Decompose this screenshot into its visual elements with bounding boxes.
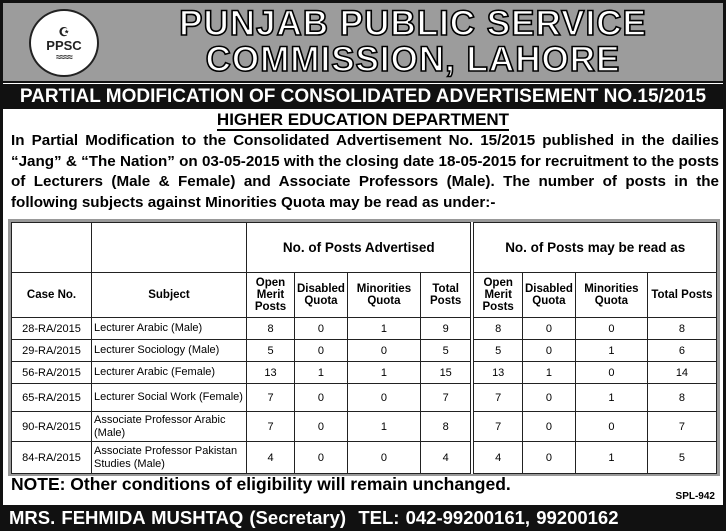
post-count: 6 [647,340,716,362]
post-count: 9 [420,318,472,340]
note: NOTE: Other conditions of eligibility will remain unchanged. [11,474,511,494]
case-no: 90-RA/2015 [12,412,92,442]
post-count: 8 [647,318,716,340]
case-no: 65-RA/2015 [12,384,92,412]
post-count: 1 [347,412,420,442]
post-count: 0 [575,318,647,340]
post-count: 0 [295,318,348,340]
ppsc-logo: ☪ PPSC ≈≈≈≈ [29,9,99,77]
table-row [12,412,717,442]
post-count: 7 [247,412,295,442]
post-count: 1 [347,318,420,340]
banner: PARTIAL MODIFICATION OF CONSOLIDATED ADVERTISEMENT NO.15/2015 [3,84,723,109]
case-no: 84-RA/2015 [12,442,92,474]
post-count: 0 [347,384,420,412]
post-count: 14 [647,362,716,384]
post-count: 1 [575,442,647,474]
post-count: 0 [522,340,575,362]
post-count: 4 [472,442,522,474]
post-count: 0 [295,412,348,442]
column-header: Total Posts [647,273,716,318]
subject: Lecturer Arabic (Female) [92,362,247,384]
column-header: Minorities Quota [575,273,647,318]
post-count: 1 [575,340,647,362]
posts-table-wrap [8,219,720,476]
group-read-as: No. of Posts may be read as [472,223,716,273]
post-count: 0 [522,318,575,340]
post-count: 1 [347,362,420,384]
post-count: 1 [295,362,348,384]
table-row [12,362,717,384]
post-count: 5 [647,442,716,474]
table-row [12,442,717,474]
subject: Lecturer Sociology (Male) [92,340,247,362]
column-header: Total Posts [420,273,472,318]
table-row [12,340,717,362]
post-count: 7 [472,412,522,442]
post-count: 4 [247,442,295,474]
post-count: 1 [575,384,647,412]
post-count: 13 [472,362,522,384]
blank [92,223,247,273]
post-count: 7 [472,384,522,412]
column-header: Open Merit Posts [247,273,295,318]
post-count: 1 [522,362,575,384]
post-count: 0 [522,384,575,412]
table-row [12,318,717,340]
post-count: 13 [247,362,295,384]
ad-code: SPL-942 [675,491,715,502]
post-count: 8 [420,412,472,442]
subject: Lecturer Social Work (Female) [92,384,247,412]
table-row [12,384,717,412]
post-count: 5 [420,340,472,362]
footer-contact: MRS. FEHMIDA MUSHTAQ (Secretary) TEL: 042-99200161, 99200162 [3,505,723,531]
post-count: 0 [575,362,647,384]
case-no: 28-RA/2015 [12,318,92,340]
title-line-2: COMMISSION, LAHORE [205,40,621,79]
post-count: 0 [295,442,348,474]
department-text: HIGHER EDUCATION DEPARTMENT [216,110,510,129]
column-header: Open Merit Posts [472,273,522,318]
subject: Lecturer Arabic (Male) [92,318,247,340]
post-count: 4 [420,442,472,474]
posts-table [11,222,717,474]
post-count: 7 [420,384,472,412]
post-count: 0 [295,340,348,362]
blank [12,223,92,273]
post-count: 5 [247,340,295,362]
case-no: 56-RA/2015 [12,362,92,384]
post-count: 7 [647,412,716,442]
post-count: 0 [347,442,420,474]
post-count: 7 [247,384,295,412]
column-header: Disabled Quota [295,273,348,318]
column-header: Case No. [12,273,92,318]
body-paragraph: In Partial Modification to the Consolidated Advertisement No. 15/2015 published in the dailies “Jang” & “The Nation” on 03-05-2015 with the closing date 18-05-2015 for recruitment to the posts of Lecturers (Male & Female) and Associate Professors (Male). The number of posts in the following subjects against Minorities Quota may be read as under:- [11,132,719,211]
post-count: 0 [522,412,575,442]
group-advertised: No. of Posts Advertised [247,223,473,273]
post-count: 0 [522,442,575,474]
title-line-1: PUNJAB PUBLIC SERVICE [179,4,647,43]
post-count: 5 [472,340,522,362]
post-count: 8 [647,384,716,412]
column-header: Minorities Quota [347,273,420,318]
column-header: Disabled Quota [522,273,575,318]
post-count: 15 [420,362,472,384]
header [3,3,723,83]
subject: Associate Professor Arabic (Male) [92,412,247,442]
column-header: Subject [92,273,247,318]
post-count: 0 [575,412,647,442]
post-count: 0 [347,340,420,362]
department-heading [3,110,723,130]
subject: Associate Professor Pakistan Studies (Male) [92,442,247,474]
case-no: 29-RA/2015 [12,340,92,362]
post-count: 8 [247,318,295,340]
post-count: 0 [295,384,348,412]
logo-text: PPSC [46,37,82,53]
post-count: 8 [472,318,522,340]
